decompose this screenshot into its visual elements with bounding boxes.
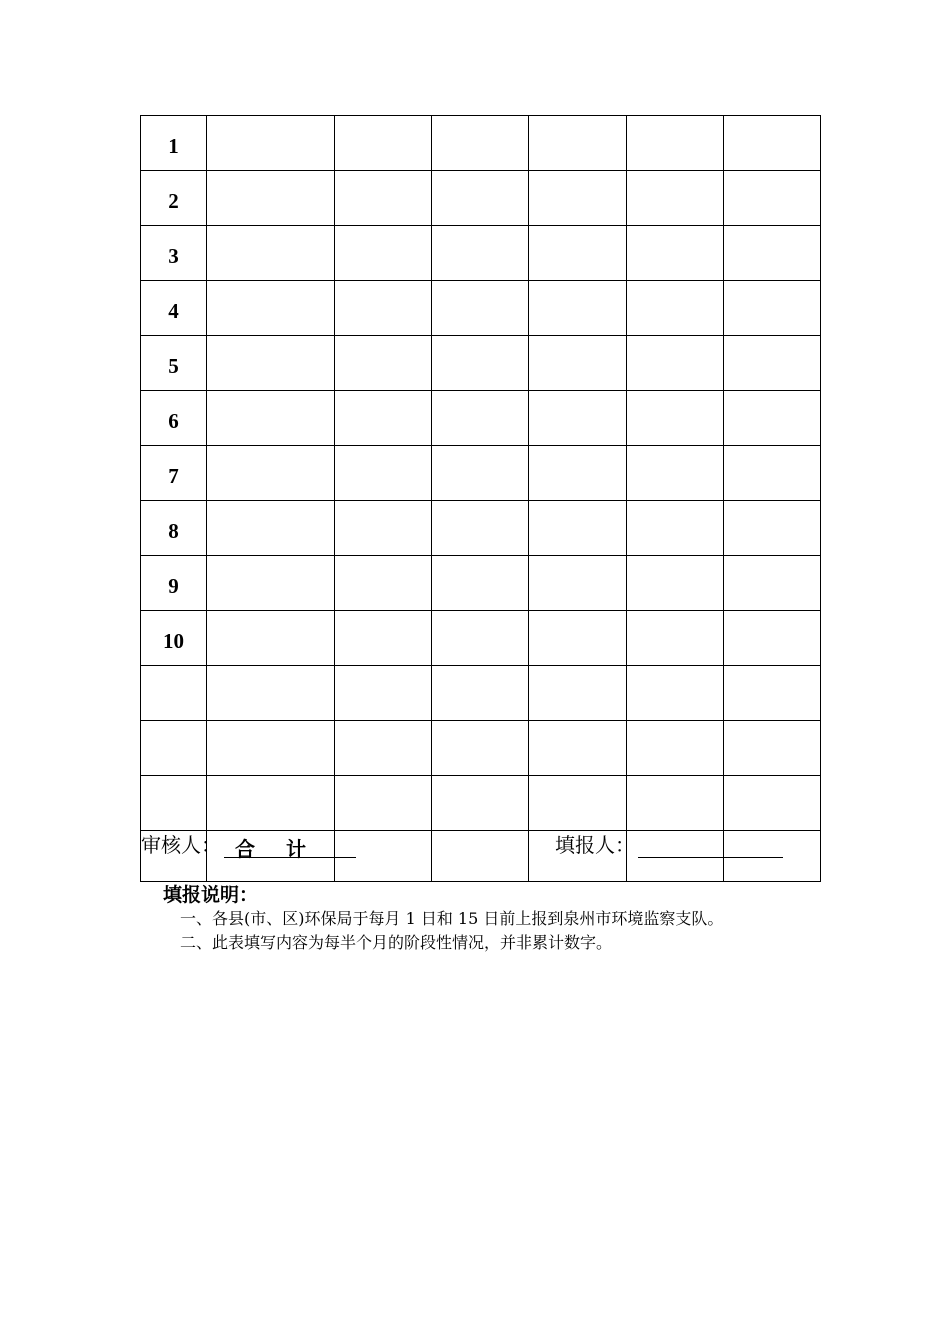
table-row — [141, 226, 821, 281]
table-row — [141, 171, 821, 226]
reviewer-signature-line[interactable] — [224, 835, 356, 858]
table-cell[interactable] — [335, 776, 432, 831]
filler-signature — [555, 829, 783, 858]
table-cell[interactable] — [432, 391, 529, 446]
table-cell[interactable] — [207, 171, 335, 226]
table-cell[interactable] — [432, 611, 529, 666]
table-cell[interactable] — [432, 281, 529, 336]
table-row — [141, 556, 821, 611]
table-cell[interactable] — [335, 171, 432, 226]
reviewer-signature — [141, 829, 356, 858]
table-cell[interactable] — [207, 501, 335, 556]
table-cell[interactable] — [724, 776, 821, 831]
table-cell[interactable] — [627, 336, 724, 391]
table-cell[interactable] — [529, 391, 627, 446]
table-cell[interactable] — [335, 501, 432, 556]
table-cell[interactable] — [432, 446, 529, 501]
table-row — [141, 446, 821, 501]
table-cell[interactable] — [207, 556, 335, 611]
table-cell[interactable] — [432, 556, 529, 611]
table-cell[interactable] — [627, 611, 724, 666]
filler-signature-line[interactable] — [638, 835, 783, 858]
row-number-cell: 7 — [141, 446, 207, 501]
row-number-cell — [141, 666, 207, 721]
table-cell[interactable] — [335, 226, 432, 281]
row-number-cell: 9 — [141, 556, 207, 611]
table-cell[interactable] — [432, 501, 529, 556]
table-row — [141, 776, 821, 831]
table-cell[interactable] — [335, 666, 432, 721]
table-cell[interactable] — [529, 171, 627, 226]
table-cell[interactable] — [627, 556, 724, 611]
table-row — [141, 501, 821, 556]
row-number-cell — [141, 721, 207, 776]
table-cell[interactable] — [529, 116, 627, 171]
total-cell[interactable] — [432, 831, 529, 882]
table-cell[interactable] — [724, 721, 821, 776]
table-cell[interactable] — [529, 281, 627, 336]
table-cell[interactable] — [724, 666, 821, 721]
table-cell[interactable] — [335, 336, 432, 391]
row-number-cell: 8 — [141, 501, 207, 556]
notes-title: 填报说明： — [163, 884, 259, 906]
row-number-cell: 1 — [141, 116, 207, 171]
table-cell[interactable] — [432, 226, 529, 281]
table-cell[interactable] — [724, 171, 821, 226]
table-row — [141, 336, 821, 391]
table-cell[interactable] — [627, 721, 724, 776]
table-cell[interactable] — [724, 391, 821, 446]
table-cell[interactable] — [207, 336, 335, 391]
table-cell[interactable] — [207, 446, 335, 501]
table-cell[interactable] — [627, 501, 724, 556]
row-number-cell: 6 — [141, 391, 207, 446]
table-cell[interactable] — [724, 281, 821, 336]
table-cell[interactable] — [335, 446, 432, 501]
table-cell[interactable] — [335, 391, 432, 446]
filler-label: 填报人： — [555, 833, 635, 857]
table-cell[interactable] — [432, 666, 529, 721]
table-cell[interactable] — [724, 501, 821, 556]
row-number-cell: 2 — [141, 171, 207, 226]
table-cell[interactable] — [207, 776, 335, 831]
note-item-2: 二、此表填写内容为每半个月的阶段性情况，并非累计数字。 — [180, 933, 613, 952]
table-body — [141, 116, 821, 882]
table-row — [141, 391, 821, 446]
table-cell[interactable] — [207, 391, 335, 446]
table-cell[interactable] — [335, 721, 432, 776]
table-cell[interactable] — [724, 556, 821, 611]
table-cell[interactable] — [627, 666, 724, 721]
table-cell[interactable] — [207, 721, 335, 776]
table-row — [141, 611, 821, 666]
table-cell[interactable] — [207, 226, 335, 281]
table-cell[interactable] — [529, 336, 627, 391]
table-cell[interactable] — [335, 281, 432, 336]
row-number-cell: 5 — [141, 336, 207, 391]
table-cell[interactable] — [724, 226, 821, 281]
table-row — [141, 721, 821, 776]
row-number-cell: 3 — [141, 226, 207, 281]
table-row — [141, 116, 821, 171]
table-cell[interactable] — [432, 116, 529, 171]
table-cell[interactable] — [529, 776, 627, 831]
table-cell[interactable] — [335, 611, 432, 666]
table-cell[interactable] — [432, 171, 529, 226]
table-cell[interactable] — [529, 721, 627, 776]
table-cell[interactable] — [432, 721, 529, 776]
total-label: 合 计 — [207, 831, 335, 882]
table-cell[interactable] — [335, 116, 432, 171]
reviewer-label: 审核人： — [141, 833, 221, 857]
table-cell[interactable] — [627, 116, 724, 171]
table-cell[interactable] — [335, 556, 432, 611]
row-number-cell — [141, 776, 207, 831]
table-cell[interactable] — [724, 611, 821, 666]
table-cell[interactable] — [529, 501, 627, 556]
table-cell[interactable] — [627, 171, 724, 226]
table-cell[interactable] — [724, 446, 821, 501]
table-cell[interactable] — [207, 666, 335, 721]
table-cell[interactable] — [529, 446, 627, 501]
table-cell[interactable] — [207, 281, 335, 336]
table-row — [141, 281, 821, 336]
table-cell[interactable] — [432, 776, 529, 831]
report-table — [140, 115, 821, 882]
note-item-1: 一、各县(市、区)环保局于每月 1 日和 15 日前上报到泉州市环境监察支队。 — [180, 909, 724, 928]
table-cell[interactable] — [529, 226, 627, 281]
table-cell[interactable] — [724, 336, 821, 391]
table-cell[interactable] — [529, 556, 627, 611]
table-cell[interactable] — [627, 281, 724, 336]
table-cell[interactable] — [627, 776, 724, 831]
table-cell[interactable] — [432, 336, 529, 391]
row-number-cell: 4 — [141, 281, 207, 336]
table-cell[interactable] — [627, 391, 724, 446]
table-cell[interactable] — [627, 226, 724, 281]
table-cell[interactable] — [724, 116, 821, 171]
table-cell[interactable] — [207, 116, 335, 171]
table-cell[interactable] — [529, 666, 627, 721]
row-number-cell: 10 — [141, 611, 207, 666]
table-cell[interactable] — [529, 611, 627, 666]
table-cell[interactable] — [627, 446, 724, 501]
table-row — [141, 666, 821, 721]
table-cell[interactable] — [207, 611, 335, 666]
